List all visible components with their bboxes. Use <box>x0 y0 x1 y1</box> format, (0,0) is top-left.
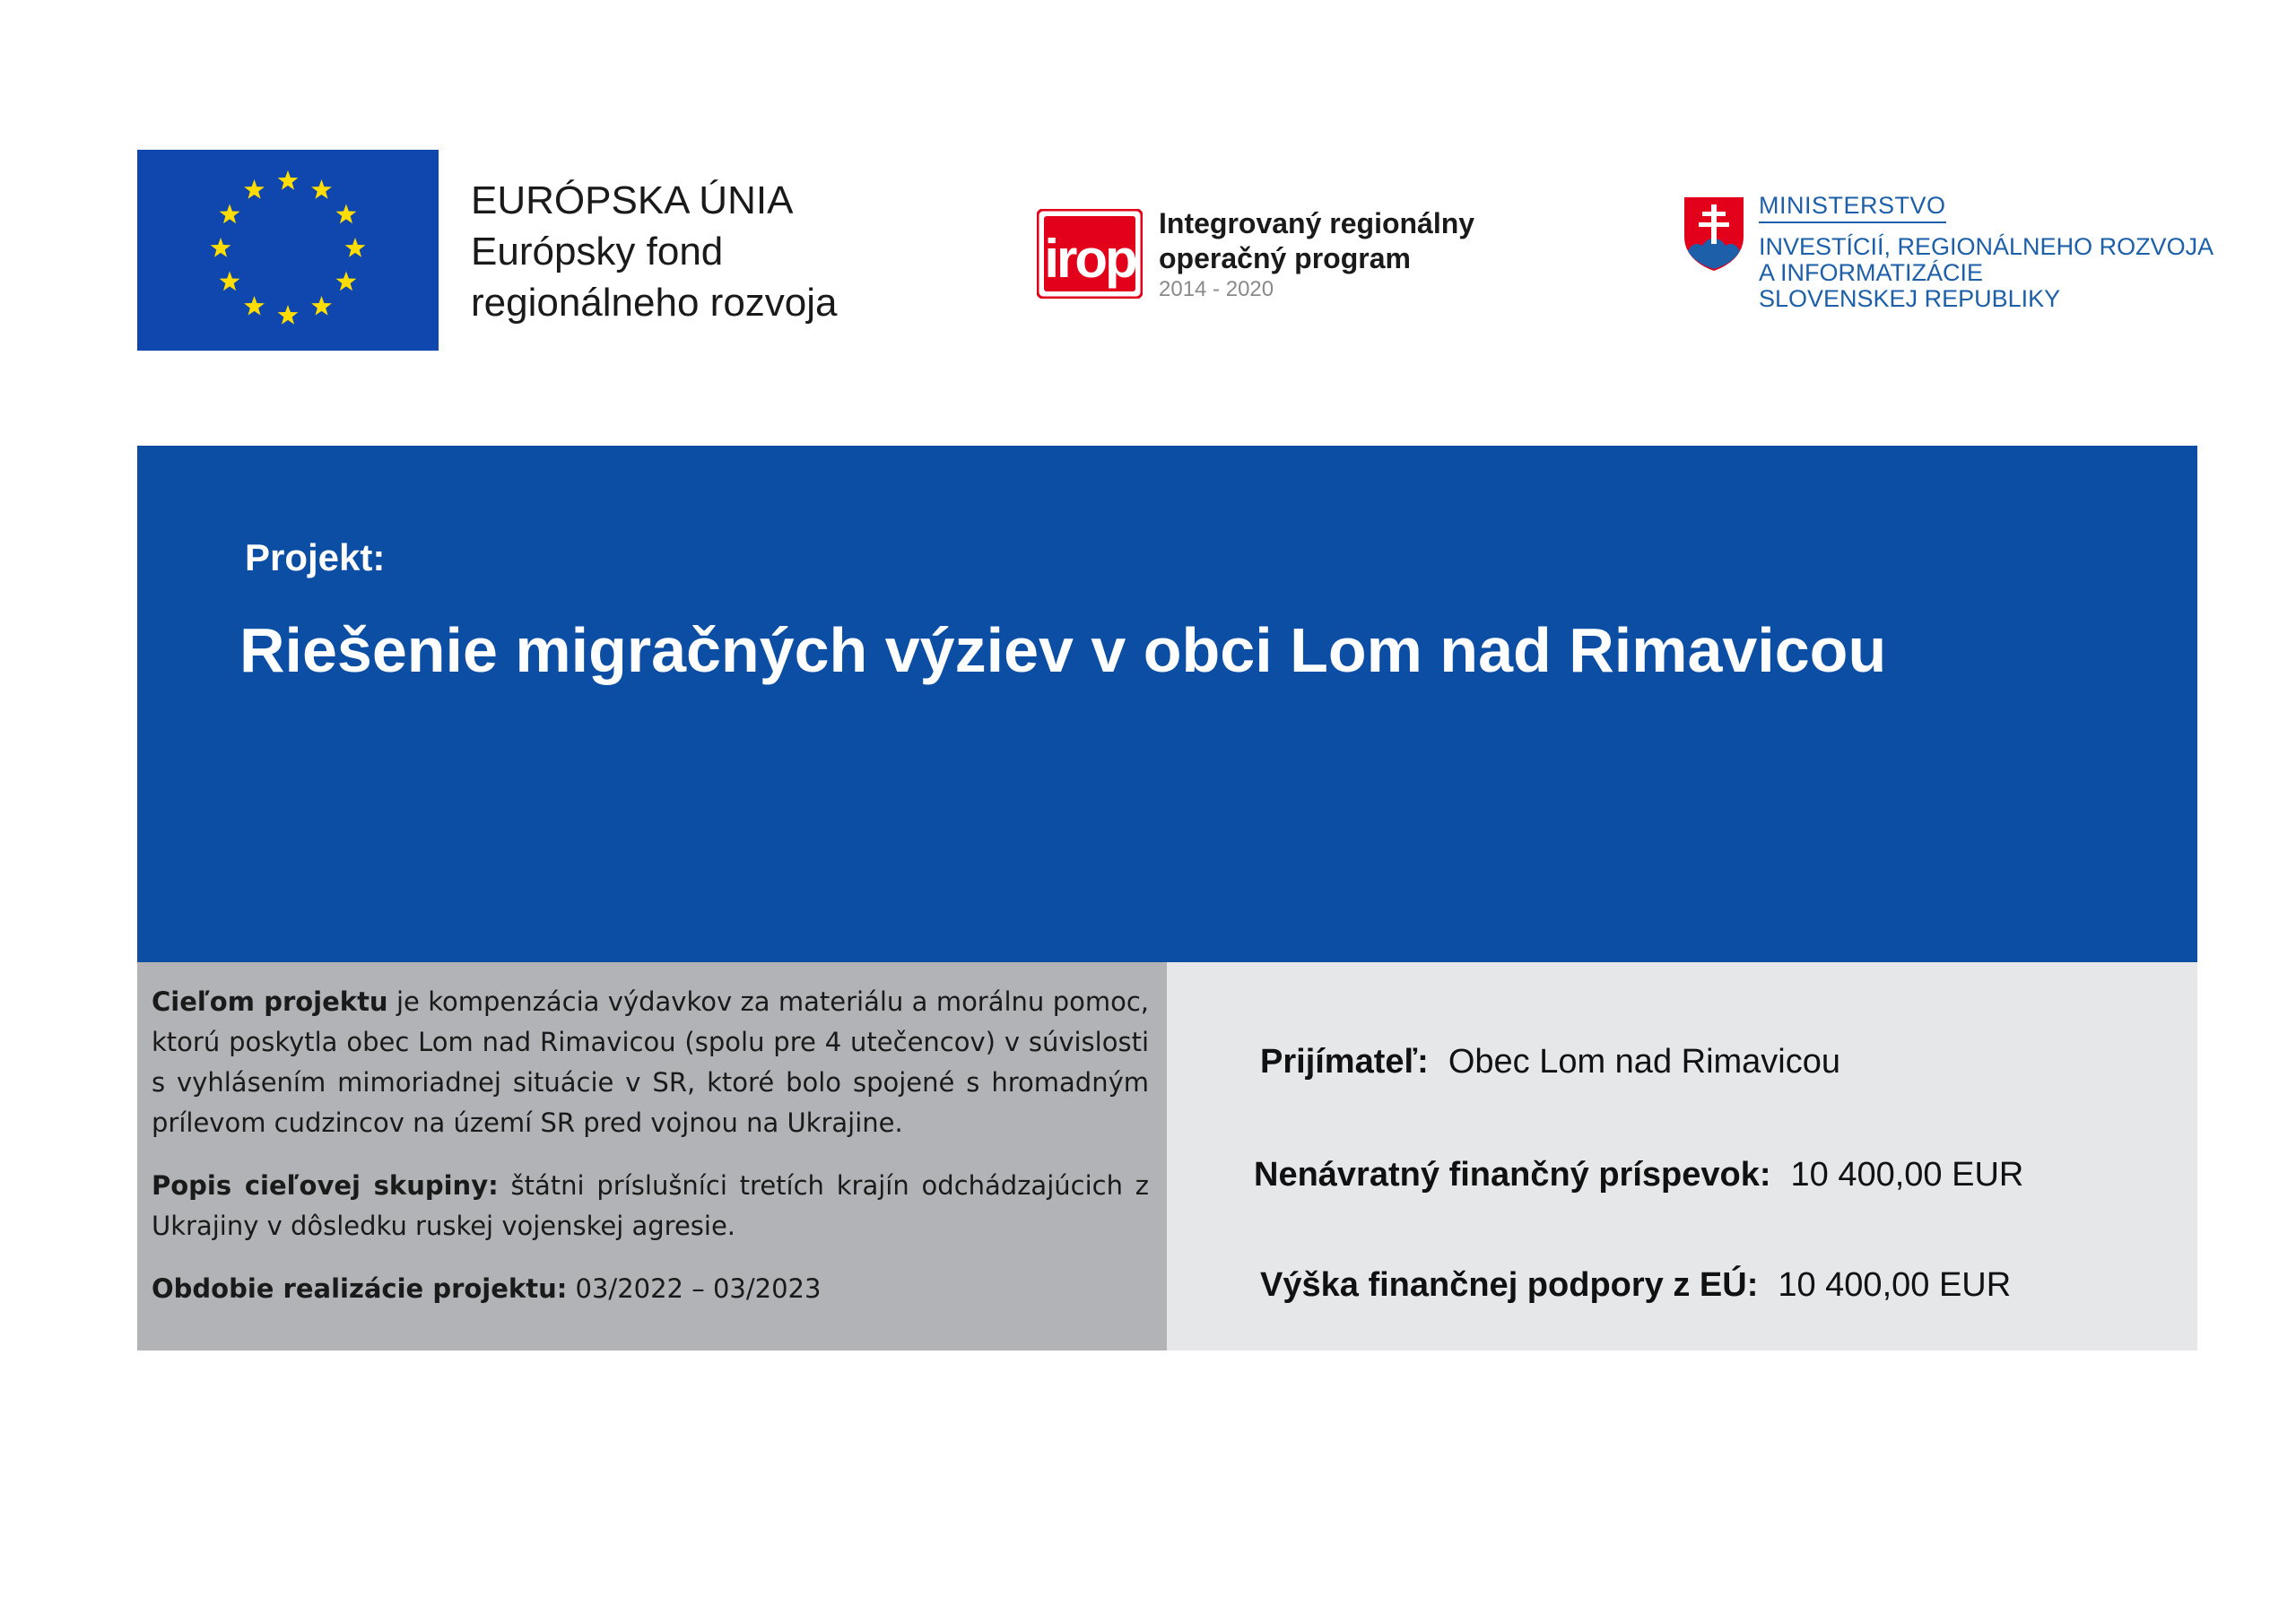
period-text: 03/2022 – 03/2023 <box>567 1273 822 1304</box>
ministry-line-2: A INFORMATIZÁCIE <box>1759 259 1984 286</box>
project-banner <box>137 446 2197 962</box>
eu-star-icon <box>278 305 299 325</box>
period-label: Obdobie realizácie projektu: <box>152 1273 568 1304</box>
irop-logo-icon <box>1037 209 1143 299</box>
eu-line-2: Európsky fond <box>471 230 724 274</box>
project-label: Projekt: <box>245 536 386 578</box>
goal-text: je kompenzácia výdavkov za materiálu a morálnu pomoc, ktorú poskytla obec Lom nad Rimavicou (spolu pre 4 utečencov) v súvislosti s vyhlásením mimoriadnej situácie v SR, ktoré bolo spojené s hromadným prílevom cudzincov na území SR pred vojnou na Ukrajine. <box>152 986 1150 1138</box>
irop-years: 2014 - 2020 <box>1159 277 1274 301</box>
irop-logo-text: irop <box>1044 229 1135 289</box>
eu-star-icon <box>336 272 357 291</box>
grant-value: 10 400,00 EUR <box>1790 1156 2024 1194</box>
ministry-title: MINISTERSTVO <box>1759 192 1946 223</box>
eu-support-value: 10 400,00 EUR <box>1778 1266 2012 1304</box>
eu-star-icon <box>211 238 231 257</box>
irop-title-line-1: Integrovaný regionálny <box>1159 207 1475 239</box>
recipient-value: Obec Lom nad Rimavicou <box>1448 1043 1841 1081</box>
project-goal-paragraph <box>152 982 1149 1143</box>
eu-star-icon <box>244 296 265 316</box>
target-label: Popis cieľovej skupiny: <box>152 1170 499 1201</box>
eu-line-1: EURÓPSKA ÚNIA <box>471 178 794 222</box>
grant-row <box>1254 1154 2023 1195</box>
eu-star-icon <box>220 272 240 291</box>
grant-label: Nenávratný finančný príspevok: <box>1254 1156 1771 1194</box>
target-text: štátni príslušníci tretích krajín odchádzajúcich z Ukrajiny v dôsledku ruskej vojenskej agresie. <box>152 1170 1149 1241</box>
ministry-label <box>1759 192 2213 312</box>
irop-title-line-2: operačný program <box>1159 242 1411 274</box>
goal-label: Cieľom projektu <box>152 986 388 1017</box>
eu-fund-label <box>471 175 838 328</box>
eu-support-row <box>1260 1264 2011 1306</box>
eu-star-icon <box>336 204 357 224</box>
project-period-paragraph <box>152 1269 1149 1309</box>
eu-star-icon <box>345 238 366 257</box>
eu-support-label: Výška finančnej podpory z EÚ: <box>1260 1266 1759 1304</box>
irop-program-label <box>1159 206 1474 303</box>
project-description-panel <box>137 962 1167 1350</box>
eu-flag-logo <box>137 150 439 351</box>
recipient-row <box>1260 1041 1840 1082</box>
target-group-paragraph <box>152 1166 1149 1246</box>
ministry-line-1: INVESTÍCIÍ, REGIONÁLNEHO ROZVOJA <box>1759 233 2214 260</box>
slovak-coat-of-arms-icon <box>1683 195 1745 273</box>
eu-line-3: regionálneho rozvoja <box>471 281 838 325</box>
eu-star-icon <box>220 204 240 224</box>
eu-stars-icon <box>137 150 439 351</box>
ministry-line-3: SLOVENSKEJ REPUBLIKY <box>1759 285 2061 312</box>
eu-star-icon <box>278 170 299 190</box>
project-title: Riešenie migračných výziev v obci Lom nad Rimavicou <box>239 615 1887 685</box>
eu-star-icon <box>311 179 332 199</box>
eu-star-icon <box>244 179 265 199</box>
eu-star-icon <box>311 296 332 316</box>
funding-summary-panel <box>1167 962 2197 1350</box>
recipient-label: Prijímateľ: <box>1260 1043 1429 1081</box>
